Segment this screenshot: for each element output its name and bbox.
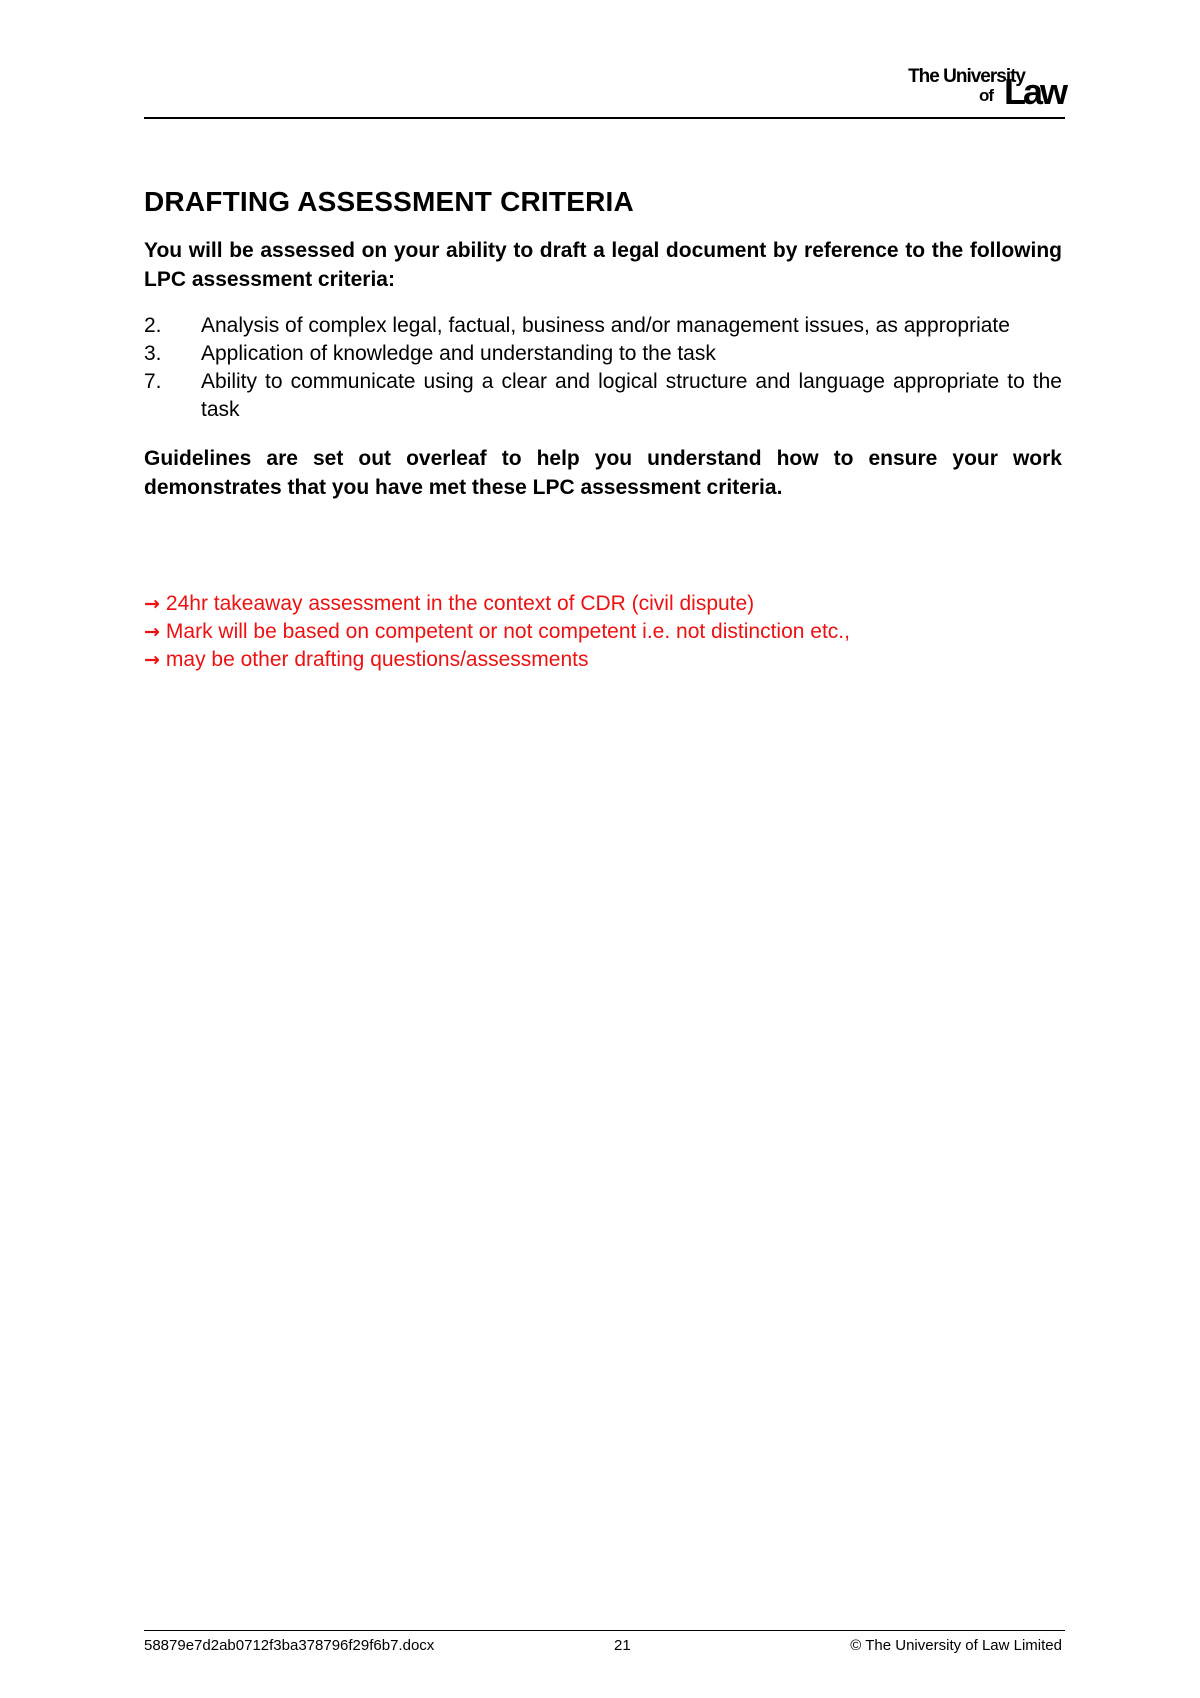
footer-divider: [144, 1630, 1065, 1631]
criteria-item: [144, 368, 1062, 424]
header-divider: [144, 117, 1065, 119]
note-item: [144, 590, 1062, 618]
university-logo: [855, 66, 1065, 110]
note-text: 24hr takeaway assessment in the context of CDR (civil dispute): [165, 592, 755, 615]
page-title: DRAFTING ASSESSMENT CRITERIA: [144, 186, 634, 217]
criteria-item: [144, 312, 1062, 340]
annotation-notes: [144, 590, 1062, 674]
logo-text-the-university: The University: [908, 66, 1025, 87]
logo-text-of: of: [978, 86, 993, 105]
page-footer: [144, 1636, 1062, 1658]
footer-copyright: © The University of Law Limited: [850, 1637, 1062, 1654]
arrow-right-icon: →: [144, 621, 160, 643]
arrow-right-icon: →: [144, 593, 160, 615]
note-text: Mark will be based on competent or not competent i.e. not distinction etc.,: [165, 620, 850, 643]
logo-text-law: Law: [1003, 71, 1065, 112]
criteria-number: 2.: [144, 314, 162, 337]
note-item: [144, 618, 1062, 646]
criteria-text: Analysis of complex legal, factual, business and/or management issues, as appropriate: [201, 314, 1010, 337]
criteria-number: 3.: [144, 342, 162, 365]
note-item: [144, 646, 1062, 674]
guidelines-paragraph: Guidelines are set out overleaf to help you understand how to ensure your work demonstrates that you have met these LPC assessment criteria.: [144, 447, 1062, 499]
criteria-item: [144, 340, 1062, 368]
document-body: [144, 184, 1062, 674]
footer-filename: 58879e7d2ab0712f3ba378796f29f6b7.docx: [144, 1637, 435, 1654]
criteria-text: Application of knowledge and understanding to the task: [201, 342, 716, 365]
note-text: may be other drafting questions/assessments: [165, 648, 589, 671]
criteria-list: [144, 312, 1062, 424]
criteria-number: 7.: [144, 370, 162, 393]
footer-page-number: 21: [614, 1637, 631, 1654]
criteria-text: Ability to communicate using a clear and logical structure and language appropriate to the task: [201, 370, 1062, 421]
intro-paragraph: You will be assessed on your ability to draft a legal document by reference to the following LPC assessment criteria:: [144, 239, 1062, 291]
arrow-right-icon: →: [144, 649, 160, 671]
